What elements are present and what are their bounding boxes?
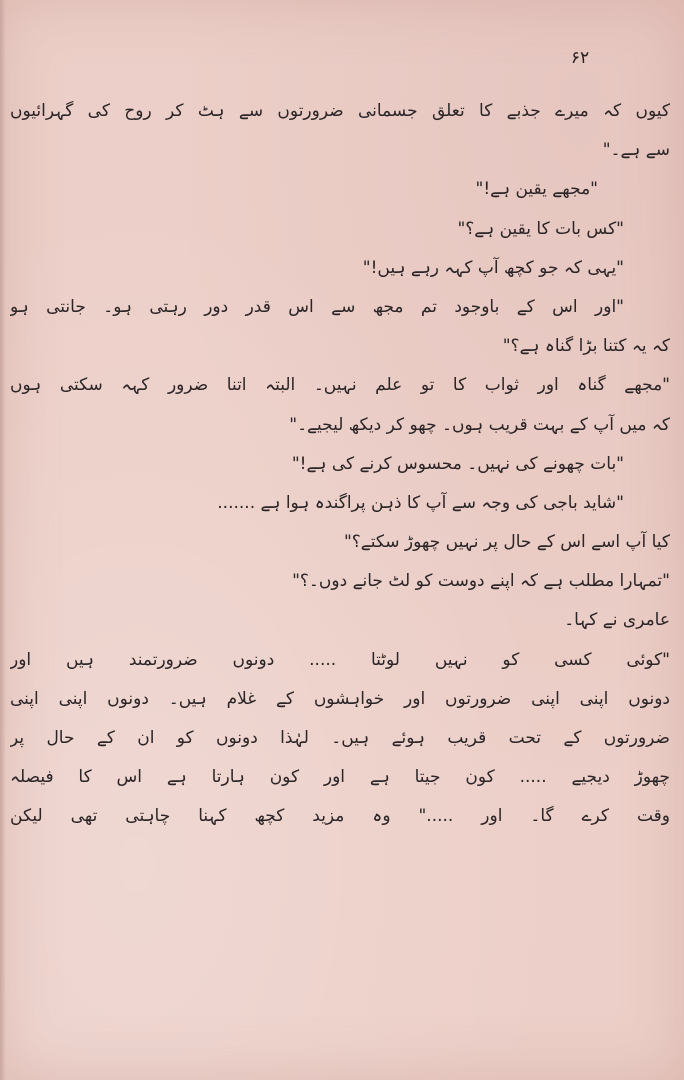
text-line: سے ہے۔"	[602, 140, 670, 161]
text-line: "بات چھونے کی نہیں۔ محسوس کرنے کی ہے!"	[291, 453, 624, 474]
text-line: "مجھے یقین ہے!"	[475, 179, 598, 200]
text-line: "یہی کہ جو کچھ آپ کہہ رہے ہیں!"	[362, 257, 624, 278]
text-line: "کوئی کسی کو نہیں لوٹتا ..... دونوں ضرورتمند ہیں اور	[10, 649, 670, 670]
text-line: عامری نے کہا۔	[564, 610, 670, 631]
text-line: کیوں کہ میرے جذبے کا تعلق جسمانی ضرورتوں سے ہٹ کر روح کی گہرائیوں	[10, 101, 670, 121]
text-line: کہ یہ کتنا بڑا گناہ ہے؟"	[502, 336, 670, 357]
page-edge-shadow	[0, 0, 6, 1080]
text-line: کہ میں آپ کے بہت قریب ہوں۔ چھو کر دیکھ لیجیے۔"	[289, 414, 670, 435]
text-line: چھوڑ دیجیے ..... کون جیتا ہے اور کون ہارتا ہے اس کا فیصلہ	[10, 767, 670, 788]
text-line: دونوں اپنی اپنی ضرورتوں اور خواہشوں کے غلام ہیں۔ دونوں اپنی اپنی	[10, 688, 670, 709]
text-line: "شاید باجی کی وجہ سے آپ کا ذہن پراگندہ ہوا ہے .......	[217, 492, 624, 513]
handwritten-text-block	[10, 92, 670, 837]
text-line: "اور اس کے باوجود تم مجھ سے اس قدر دور رہتی ہو۔ جانتی ہو	[10, 296, 624, 317]
text-line: "تمہارا مطلب ہے کہ اپنے دوست کو لٹ جانے دوں۔؟"	[292, 571, 670, 592]
text-line: کیا آپ اسے اس کے حال پر نہیں چھوڑ سکتے؟"	[343, 532, 670, 553]
page-number: ۶۲	[570, 48, 590, 68]
text-line: وقت کرے گا۔ اور ....." وہ مزید کچھ کہنا چاہتی تھی لیکن	[10, 806, 670, 827]
text-line: "مجھے گناہ اور ثواب کا تو علم نہیں۔ البتہ اتنا ضرور کہہ سکتی ہوں	[10, 375, 670, 396]
text-line: ضرورتوں کے تحت قریب ہوئے ہیں۔ لہٰذا دونوں کو ان کے حال پر	[10, 728, 670, 748]
text-line: "کس بات کا یقین ہے؟"	[457, 218, 624, 239]
